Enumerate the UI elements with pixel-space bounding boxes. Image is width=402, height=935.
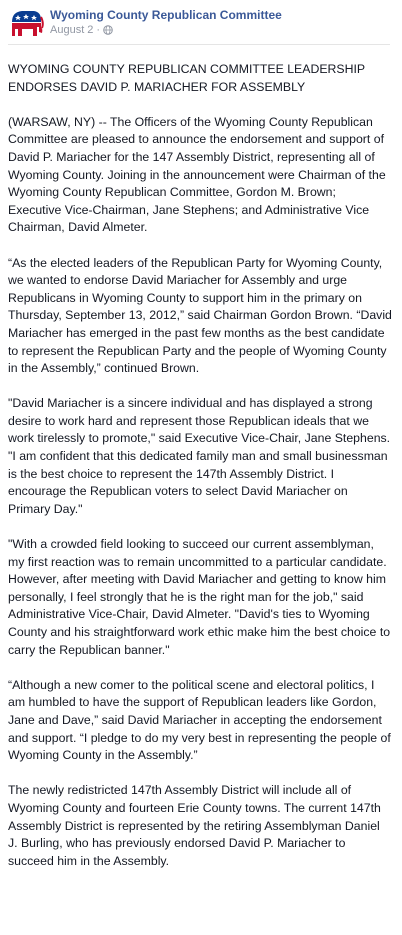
post-paragraph: "With a crowded field looking to succeed our current assemblyman, my first reaction was to remain uncommitted to a particular candidate. However, after meeting with David Mariacher and getting to know him personally, I feel strongly that he is the right man for the job," said Administrative Vice-Chair, David Almeter. "David's ties to Wyoming County and his straightforward work ethic make him the best choice to carry the Republican banner." xyxy=(8,537,391,657)
post-header xyxy=(8,5,402,43)
post-body xyxy=(8,61,392,870)
post-headline: WYOMING COUNTY REPUBLICAN COMMITTEE LEADERSHIP ENDORSES DAVID P. MARIACHER FOR ASSEMBLY xyxy=(8,62,365,94)
header-divider xyxy=(8,44,390,45)
meta-separator: · xyxy=(96,24,101,36)
post-paragraph: “As the elected leaders of the Republican Party for Wyoming County, we wanted to endorse David Mariacher for Assembly and urge Republicans in Wyoming County to support him in the primary on Thursday, September 13, 2012,” said Chairman Gordon Brown. “David Mariacher has emerged in the past few months as the best candidate to represent the Republican Party and the people of Wyoming County in the Assembly,” continued Brown. xyxy=(8,255,392,376)
globe-icon[interactable] xyxy=(103,25,113,35)
post-paragraph: “Although a new comer to the political scene and electoral politics, I am humbled to have the support of Republican leaders like Gordon, Jane and Dave,” said David Mariacher in accepting the endorsement and support. “I pledge to do my very best in representing the people of Wyoming County in the Assembly.” xyxy=(8,677,391,763)
post-paragraph: "David Mariacher is a sincere individual and has displayed a strong desire to work hard and represent those Republican ideals that we work tirelessly to promote," said Executive Vice-Chair, Jane Stephens. "I am confident that this dedicated family man and small businessman is the best choice to represent the 147th Assembly District. I encourage the Republican voters to select David Mariacher on Primary Day." xyxy=(8,396,391,516)
page-name-link[interactable]: Wyoming County Republican Committee xyxy=(50,8,282,22)
post-meta xyxy=(50,24,113,36)
post-paragraph: (WARSAW, NY) -- The Officers of the Wyoming County Republican Committee are pleased to announce the endorsement and support of David P. Mariacher for the 147 Assembly District, representing all of Wyoming County. Joining in the announcement were Chairman of the Wyoming County Republican Committee, Gordon M. Brown; Executive Vice-Chairman, Jane Stephens; and Administrative Vice Chairman, David Almeter. xyxy=(8,114,386,235)
post-date[interactable]: August 2 xyxy=(50,24,94,36)
republican-elephant-logo[interactable] xyxy=(8,5,44,41)
post-paragraph: The newly redistricted 147th Assembly District will include all of Wyoming County and fourteen Erie County towns. The current 147th Assembly District is represented by the retiring Assemblyman Daniel J. Burling, who has previously endorsed David P. Mariacher to succeed him in the Assembly. xyxy=(8,783,381,868)
